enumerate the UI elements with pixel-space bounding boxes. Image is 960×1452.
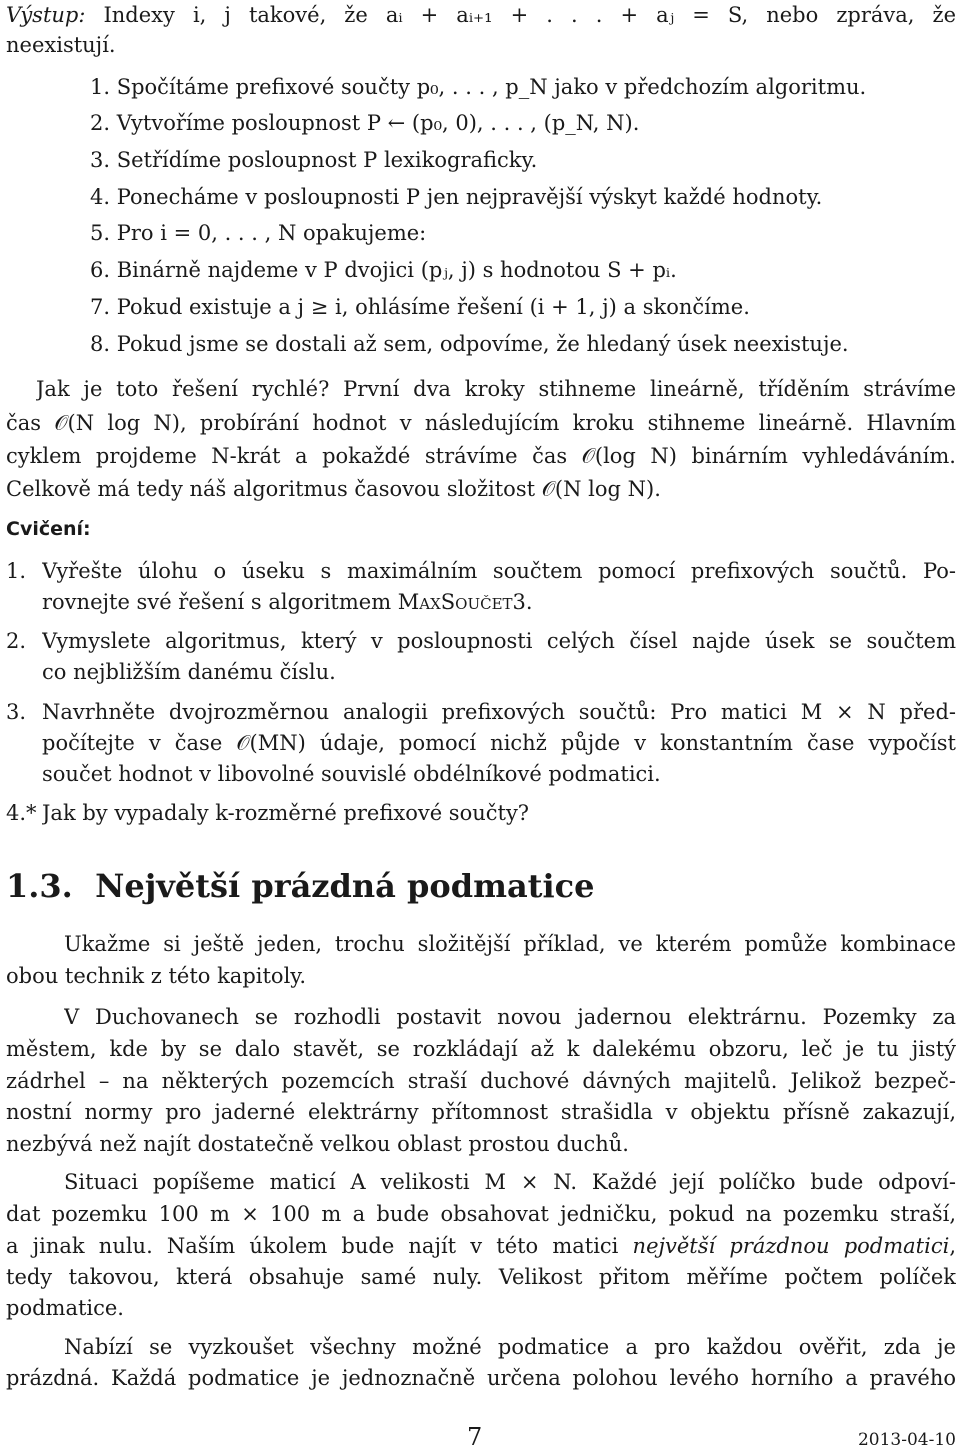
emphasis-term: největší prázdnou podmatici	[632, 1234, 950, 1258]
output-line-1	[6, 0, 956, 30]
exercise-2-line-2: co nejbližším danému číslu.	[42, 660, 336, 684]
paragraph-1-line-1: Ukažme si ještě jeden, trochu složitější příklad, ve kterém pomůže kombinace	[64, 932, 956, 956]
algorithm-name: MaxSoučet3	[397, 590, 526, 614]
exercise-1-number: 1.	[6, 559, 27, 583]
paragraph-4-line-1: Nabízí se vyzkoušet všechny možné podmatice a pro každou ověřit, zda je	[64, 1335, 956, 1359]
exercise-3-line-2: počítejte v čase 𝒪(MN) údaje, pomocí nichž půjde v konstantním čase vypočíst	[42, 731, 956, 755]
analysis-line-4: Celkově má tedy náš algoritmus časovou složitost 𝒪(N log N).	[6, 477, 661, 501]
exercise-4-number: 4.*	[6, 801, 37, 825]
page-number: 7	[467, 1423, 483, 1451]
exercises-title: Cvičení:	[6, 518, 91, 540]
exercise-1-period: .	[525, 590, 533, 614]
algorithm-step-3: 3. Setřídíme posloupnost P lexikograficky.	[90, 148, 538, 172]
paragraph-3-line-2: dat pozemku 100 m × 100 m a bude obsahovat jedničku, pokud na pozemku straší,	[6, 1202, 956, 1226]
footer-date: 2013-04-10	[857, 1430, 956, 1450]
exercise-4-line-1: Jak by vypadaly k-rozměrné prefixové součty?	[42, 801, 530, 825]
algorithm-step-7: 7. Pokud existuje a j ≥ i, ohlásíme řešení (i + 1, j) a skončíme.	[90, 295, 750, 319]
section-number: 1.3.	[6, 867, 73, 905]
algorithm-step-2: 2. Vytvoříme posloupnost P ← (p₀, 0), . . . , (p_N, N).	[90, 111, 640, 135]
analysis-line-3: cyklem projdeme N-krát a pokaždé strávíme čas 𝒪(log N) binárním vyhledáváním.	[6, 444, 956, 468]
paragraph-3-line-1: Situaci popíšeme maticí A velikosti M × N. Každé její políčko bude odpoví-	[64, 1170, 956, 1194]
exercise-3-number: 3.	[6, 700, 27, 724]
paragraph-1-line-2: obou technik z této kapitoly.	[6, 964, 307, 988]
algorithm-step-5: 5. Pro i = 0, . . . , N opakujeme:	[90, 221, 427, 245]
algorithm-step-8: 8. Pokud jsme se dostali až sem, odpovíme, že hledaný úsek neexistuje.	[90, 332, 849, 356]
algorithm-step-6: 6. Binárně najdeme v P dvojici (pⱼ, j) s hodnotou S + pᵢ.	[90, 258, 677, 282]
exercise-1-line-2-text: rovnejte své řešení s algoritmem	[42, 590, 398, 614]
algorithm-step-4: 4. Ponecháme v posloupnosti P jen nejpravější výskyt každé hodnoty.	[90, 185, 823, 209]
exercise-2-line-1: Vymyslete algoritmus, který v posloupnosti celých čísel najde úsek se součtem	[42, 629, 956, 653]
paragraph-3-line-3-start: a jinak nulu. Naším úkolem bude najít v této matici	[6, 1234, 633, 1258]
section-heading	[6, 864, 956, 908]
exercise-3-line-1: Navrhněte dvojrozměrnou analogii prefixových součtů: Pro matici M × N před-	[42, 700, 956, 724]
exercise-3-line-3: součet hodnot v libovolné souvislé obdélníkové podmatici.	[42, 762, 661, 786]
paragraph-4-line-2: prázdná. Každá podmatice je jednoznačně určena polohou levého horního a pravého	[6, 1366, 956, 1390]
paragraph-2-line-3: zádrhel – na některých pozemcích straší duchové dávných majitelů. Jelikož bezpeč-	[6, 1069, 956, 1093]
exercise-1-line-2	[42, 587, 956, 617]
paragraph-3-line-4: tedy takovou, která obsahuje samé nuly. Velikost přitom měříme počtem políček	[6, 1265, 956, 1289]
exercise-1-line-1: Vyřešte úlohu o úseku s maximálním součtem pomocí prefixových součtů. Po-	[42, 559, 956, 583]
analysis-line-1: Jak je toto řešení rychlé? První dva kroky stihneme lineárně, tříděním strávíme	[36, 377, 956, 401]
paragraph-2-line-1: V Duchovanech se rozhodli postavit novou jadernou elektrárnu. Pozemky za	[64, 1005, 956, 1029]
paragraph-2-line-5: nezbývá než najít dostatečně velkou oblast prostou duchů.	[6, 1132, 629, 1156]
paragraph-2-line-2: městem, kde by se dalo stavět, se rozkládají až k dalekému obzoru, leč je tu jistý	[6, 1037, 956, 1061]
output-text: Indexy i, j takové, že aᵢ + aᵢ₊₁ + . . . + aⱼ = S, nebo zpráva, že	[85, 3, 956, 27]
output-line-2: neexistují.	[6, 33, 116, 57]
algorithm-step-1: 1. Spočítáme prefixové součty p₀, . . . , p_N jako v předchozím algoritmu.	[90, 75, 867, 99]
exercise-2-number: 2.	[6, 629, 27, 653]
paragraph-3-line-3	[6, 1231, 956, 1261]
paragraph-3-line-3-end: ,	[949, 1234, 956, 1258]
paragraph-2-line-4: nostní normy pro jaderné elektrárny přítomnost strašidla v objektu přísně zakazují,	[6, 1100, 956, 1124]
output-label: Výstup:	[6, 3, 86, 27]
analysis-line-2: čas 𝒪(N log N), probírání hodnot v následujícím kroku stihneme lineárně. Hlavním	[6, 411, 956, 435]
section-title: Největší prázdná podmatice	[95, 867, 595, 905]
paragraph-3-line-5: podmatice.	[6, 1296, 124, 1320]
